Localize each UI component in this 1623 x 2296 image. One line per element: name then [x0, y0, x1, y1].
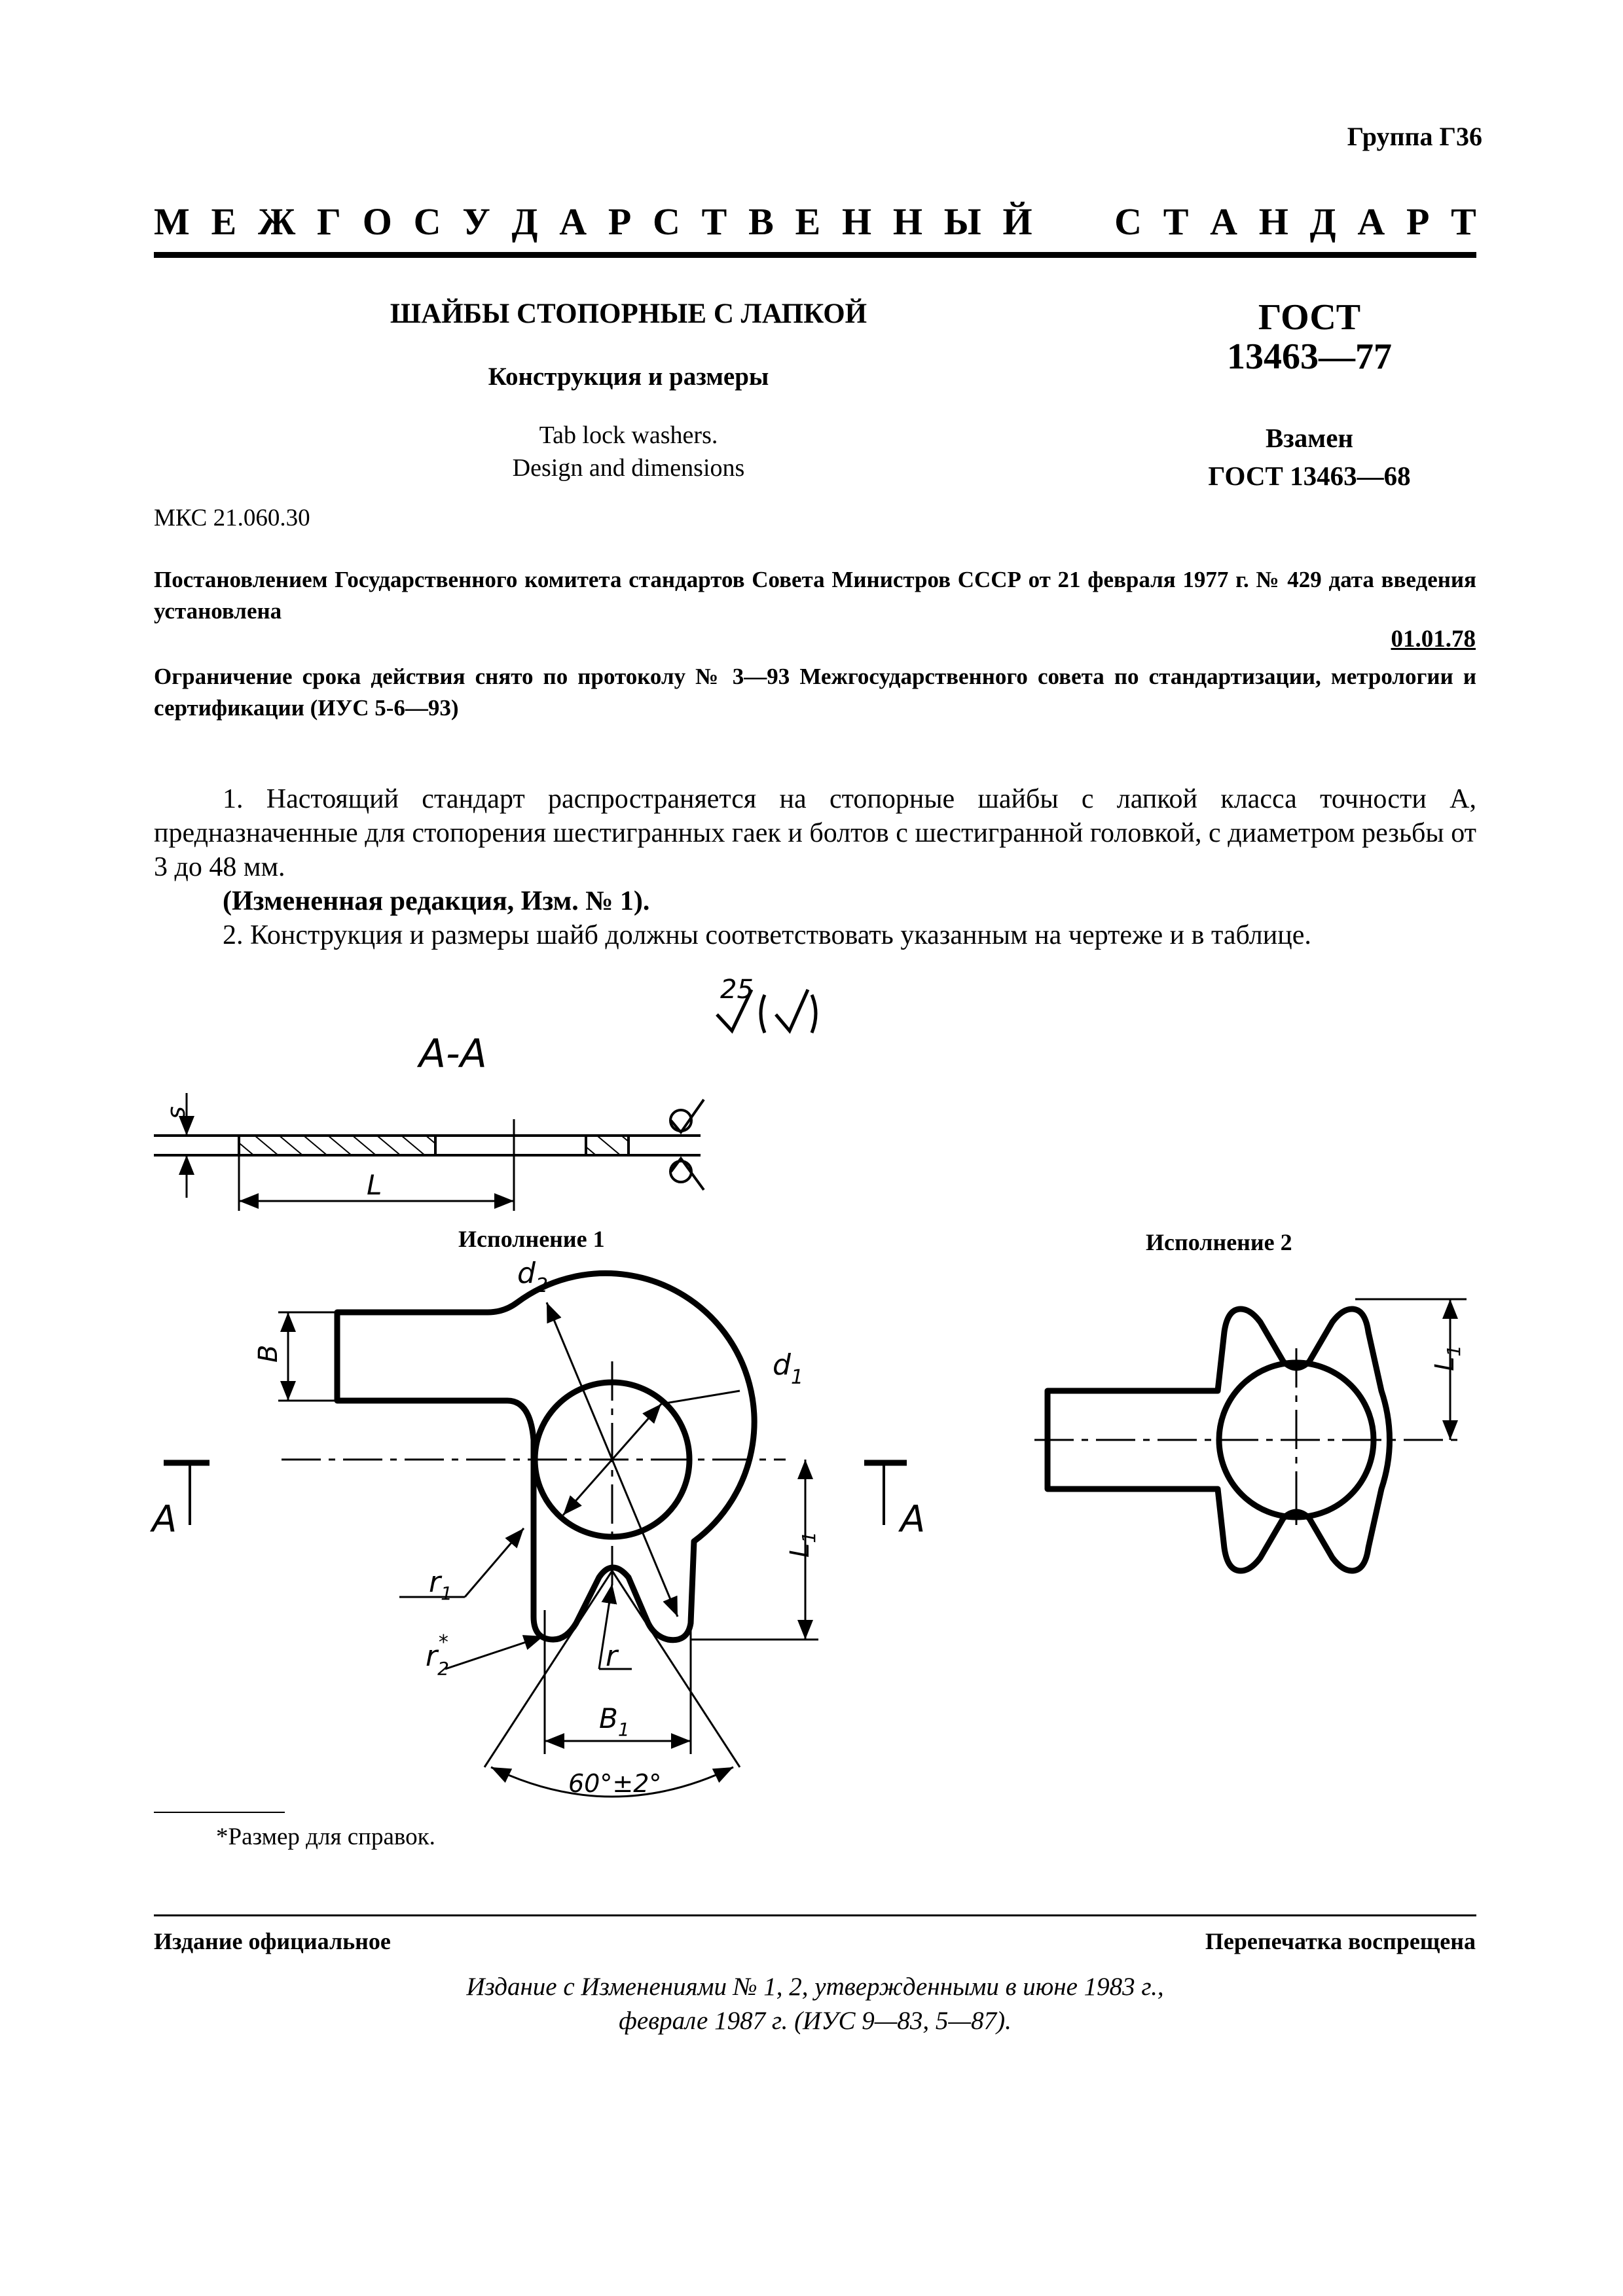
execution-2-drawing	[1034, 1299, 1467, 1571]
banner-letter: М	[154, 200, 190, 243]
edition-line: феврале 1987 г. (ИУС 9—83, 5—87).	[619, 2007, 1012, 2035]
gost-number	[1192, 298, 1427, 376]
label-r1: $r_1$	[429, 1566, 452, 1604]
banner-letter: Ж	[257, 200, 296, 243]
gost-code: 13463—77	[1227, 336, 1392, 377]
angle-label: 60°±2°	[568, 1769, 662, 1798]
english-title	[380, 419, 877, 484]
banner-letter: Е	[211, 200, 237, 243]
banner-letter: Р	[608, 200, 632, 243]
banner-letter: А	[1357, 200, 1385, 243]
footnote: *Размер для справок.	[216, 1823, 435, 1850]
banner-letter: В	[748, 200, 774, 243]
section-a-a	[154, 1031, 704, 1211]
replaces-code: ГОСТ 13463—68	[1208, 461, 1411, 491]
official-edition: Издание официальное	[154, 1928, 391, 1954]
edition-note	[154, 1970, 1476, 2038]
validity-limit-text: Ограничение срока действия снято по протоколу № 3—93 Межгосударственного совета по стандартизации, метрологии и сертификации (ИУС 5-6—93)	[154, 664, 1476, 721]
dim-s: s	[162, 1106, 191, 1119]
banner-letter: С	[413, 200, 441, 243]
dim-B: B	[253, 1344, 283, 1363]
standard-banner	[154, 200, 1476, 243]
banner-gap	[1053, 200, 1093, 243]
document-subtitle: Конструкция и размеры	[488, 363, 769, 391]
dim-B1: $B_1$	[599, 1702, 630, 1740]
banner-letter: Р	[1406, 200, 1430, 243]
roughness-symbol	[717, 975, 816, 1033]
group-code: Группа Г36	[1347, 122, 1482, 151]
cut-label-right: A	[900, 1498, 926, 1541]
footnote-rule	[154, 1812, 285, 1813]
mks-code: МКС 21.060.30	[154, 505, 310, 531]
paragraph-1: 1. Настоящий стандарт распространяется на стопорные шайбы с лапкой класса точности А, предназначенные для стопорения шестигранных гаек и болтов с шестигранной головкой, с диаметром резьбы от 3 до 48 мм.	[154, 784, 1476, 882]
roughness-value: 25	[720, 975, 754, 1005]
english-title-line: Tab lock washers.	[539, 422, 718, 449]
banner-letter: Е	[795, 200, 821, 243]
edition-line: Издание с Изменениями № 1, 2, утвержденными в июне 1983 г.,	[466, 1973, 1164, 2001]
gost-label: ГОСТ	[1258, 297, 1361, 338]
banner-letter: Т	[1451, 200, 1476, 243]
replaces-standard	[1172, 419, 1447, 495]
amendment-note: (Измененная редакция, Изм. № 1).	[223, 886, 650, 916]
banner-letter: Ы	[943, 200, 981, 243]
reprint-prohibited: Перепечатка воспрещена	[1205, 1928, 1476, 1954]
label-r2: $r_2*$	[426, 1631, 449, 1679]
label-d1: $d_1$	[773, 1348, 804, 1389]
banner-letter: А	[559, 200, 587, 243]
dim-L1-exec2: $L_1$	[1430, 1344, 1465, 1371]
replaces-label: Взамен	[1265, 423, 1354, 453]
execution-1-label: Исполнение 1	[458, 1226, 605, 1252]
banner-letter: Д	[511, 200, 538, 243]
section-label: А-А	[419, 1031, 487, 1077]
label-d2: $d_2$	[517, 1257, 549, 1297]
banner-letter: Д	[1309, 200, 1336, 243]
banner-letter: У	[462, 200, 490, 243]
technical-drawing	[0, 962, 1623, 1800]
execution-1-drawing	[150, 1257, 925, 1798]
banner-letter: О	[362, 200, 392, 243]
banner-letter: Т	[701, 200, 727, 243]
banner-letter: Н	[1258, 200, 1288, 243]
banner-letter: Т	[1163, 200, 1189, 243]
english-title-line: Design and dimensions	[512, 454, 745, 482]
label-r: r	[606, 1640, 618, 1673]
introduction-date: 01.01.78	[1391, 626, 1476, 653]
document-title: ШАЙБЫ СТОПОРНЫЕ С ЛАПКОЙ	[390, 298, 867, 329]
body-text	[154, 782, 1476, 952]
banner-letter: Н	[892, 200, 922, 243]
footer-rule	[154, 1914, 1476, 1916]
banner-letter: Н	[841, 200, 872, 243]
banner-letter: А	[1210, 200, 1238, 243]
banner-letter: Г	[317, 200, 341, 243]
dim-L: L	[367, 1169, 382, 1201]
cut-label-left: A	[152, 1498, 177, 1541]
banner-letter: С	[1114, 200, 1142, 243]
paragraph-2: 2. Конструкция и размеры шайб должны соответствовать указанным на чертеже и в таблице.	[223, 920, 1311, 950]
decree-text: Постановлением Государственного комитета стандартов Совета Министров СССР от 21 февраля 1977 г. № 429 дата введения установлена	[154, 567, 1476, 624]
banner-letter: Й	[1002, 200, 1032, 243]
banner-letter: С	[653, 200, 680, 243]
dim-L1: $L_1$	[785, 1531, 820, 1558]
header-rule	[154, 252, 1476, 258]
execution-2-label: Исполнение 2	[1146, 1229, 1292, 1255]
